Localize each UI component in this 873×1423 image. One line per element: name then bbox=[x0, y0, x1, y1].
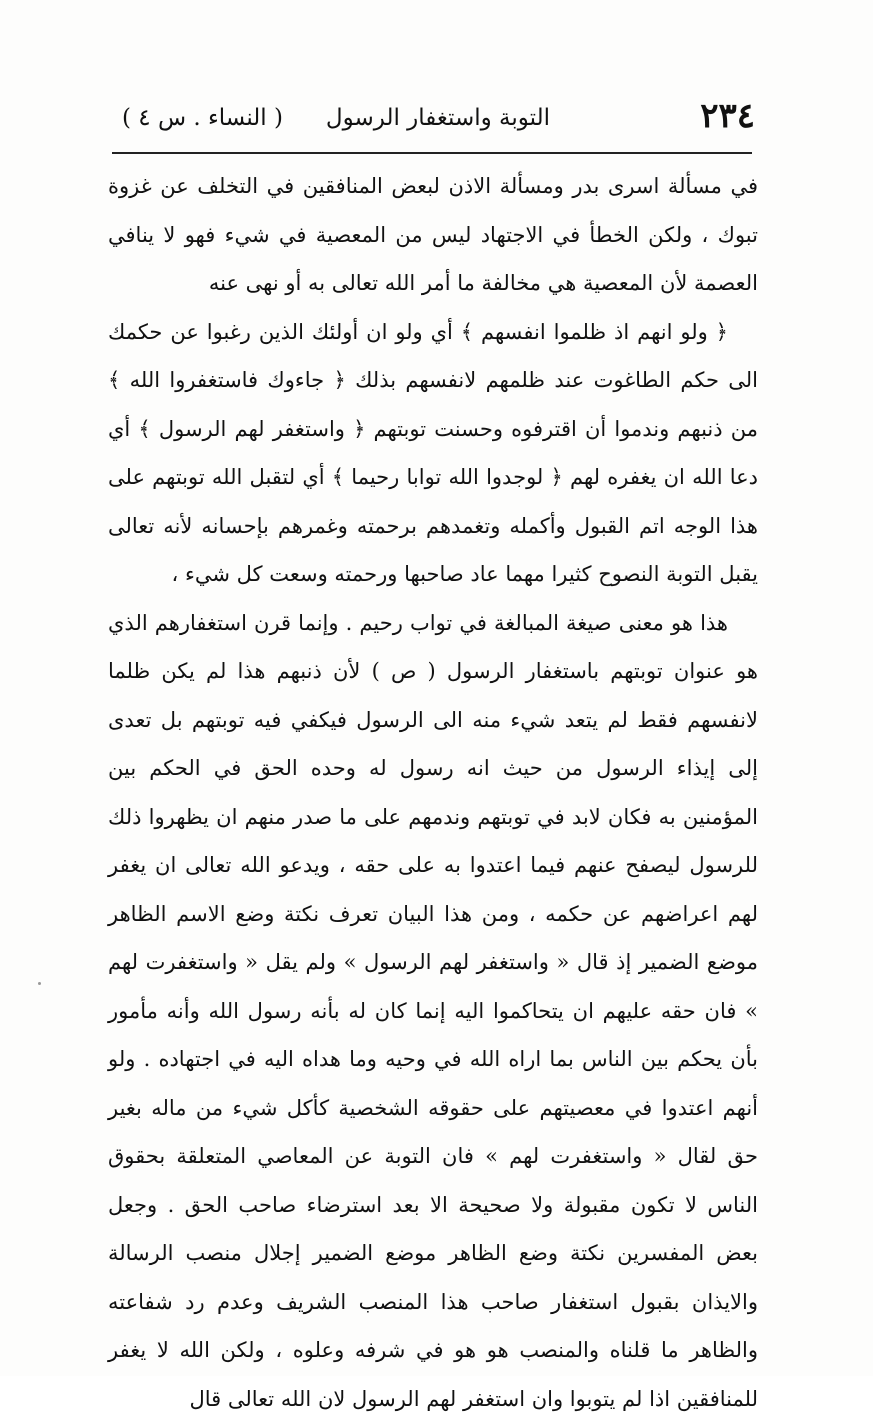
surah-reference: ( النساء . س ٤ ) bbox=[122, 100, 283, 136]
paragraph-3: هذا هو معنى صيغة المبالغة في تواب رحيم . وإنما قرن استغفارهم الذي هو عنوان توبتهم باستغفار الرسول ( ص ) لأن ذنبهم هذا لم يكن ظلما لانفسهم فقط لم يتعد شيء منه الى الرسول فيكفي فيه توبتهم بل تعدى إلى إيذاء الرسول من حيث انه رسول له وحده الحق في الحكم بين المؤمنين به فكان لابد في توبتهم وندمهم على ما صدر منهم ان يظهروا ذلك للرسول ليصفح عنهم فيما اعتدوا به على حقه ، ويدعو الله تعالى ان يغفر لهم اعراضهم عن حكمه ، ومن هذا البيان تعرف نكتة وضع الاسم الظاهر موضع الضمير إذ قال « واستغفر لهم الرسول » ولم يقل « واستغفرت لهم » فان حقه عليهم ان يتحاكموا اليه إنما كان له بأنه رسول الله وأنه مأمور بأن يحكم بين الناس بما اراه الله في وحيه وما هداه اليه في اجتهاده . ولو أنهم اعتدوا في معصيتهم على حقوقه الشخصية كأكل شيء من ماله بغير حق لقال « واستغفرت لهم » فان التوبة عن المعاصي المتعلقة بحقوق الناس لا تكون مقبولة ولا صحيحة الا بعد استرضاء صاحب الحق . وجعل بعض المفسرين نكتة وضع الظاهر موضع الضمير إجلال منصب الرسالة والايذان بقبول استغفار صاحب هذا المنصب الشريف وعدم رد شفاعته والظاهر ما قلناه والمنصب هو هو في شرفه وعلوه ، ولكن الله لا يغفر للمنافقين اذا لم يتوبوا وان استغفر لهم الرسول لان الله تعالى قال bbox=[108, 599, 758, 1423]
paragraph-1: في مسألة اسرى بدر ومسألة الاذن لبعض المنافقين في التخلف عن غزوة تبوك ، ولكن الخطأ في الاجتهاد ليس من المعصية في شيء فهو لا ينافي العصمة لأن المعصية هي مخالفة ما أمر الله تعالى به أو نهى عنه bbox=[108, 162, 758, 308]
paragraph-2: ﴿ ولو انهم اذ ظلموا انفسهم ﴾ أي ولو ان أولئك الذين رغبوا عن حكمك الى حكم الطاغوت عند ظلمهم لانفسهم بذلك ﴿ جاءوك فاستغفروا الله ﴾ من ذنبهم وندموا أن اقترفوه وحسنت توبتهم ﴿ واستغفر لهم الرسول ﴾ أي دعا الله ان يغفره لهم ﴿ لوجدوا الله توابا رحيما ﴾ أي لتقبل الله توبتهم على هذا الوجه اتم القبول وأكمله وتغمدهم برحمته وغمرهم بإحسانه لأنه تعالى يقبل التوبة النصوح كثيرا مهما عاد صاحبها ورحمته وسعت كل شيء ، bbox=[108, 308, 758, 599]
scan-speck bbox=[38, 982, 41, 985]
page-number: ٢٣٤ bbox=[700, 94, 755, 138]
page-header bbox=[110, 94, 755, 150]
running-title: التوبة واستغفار الرسول bbox=[326, 100, 550, 136]
body-text bbox=[108, 162, 758, 1423]
header-rule bbox=[112, 152, 752, 154]
